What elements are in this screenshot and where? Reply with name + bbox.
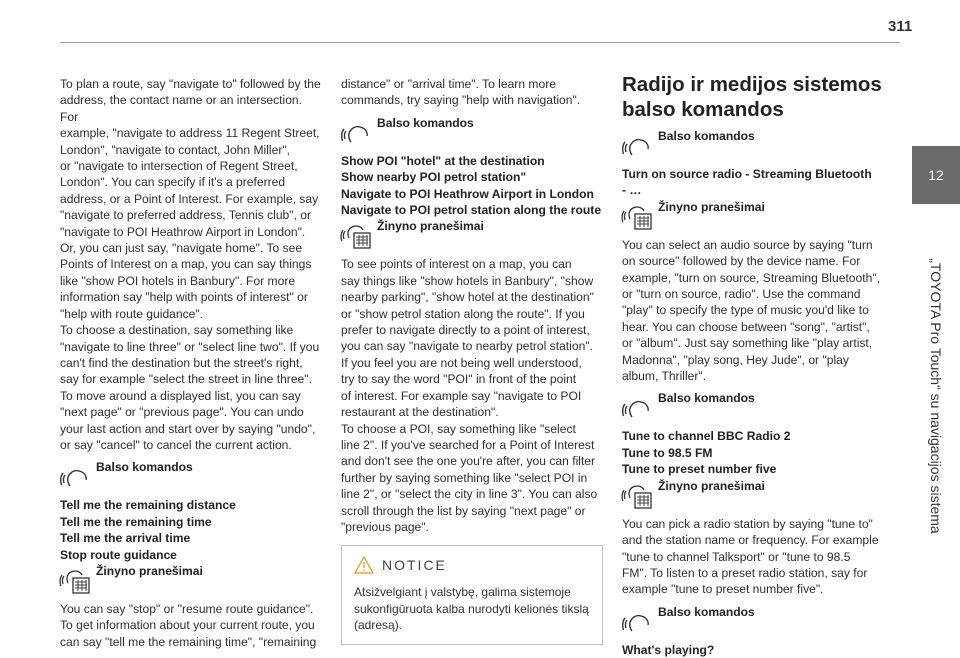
text-line: address, or a Point of Interest. For example, say [60, 191, 319, 206]
voice-commands-label-row [60, 459, 322, 491]
text-line: To get information about your current route, you [60, 618, 315, 633]
text-line: sukonfigūruota kalba nurodyti kelionės tikslą [354, 601, 589, 616]
text-line: or "turn on source, radio". Use the command [622, 287, 861, 302]
text-line: To move around a displayed list, you can say [60, 388, 301, 403]
help-messages-label-row [341, 218, 603, 250]
text-line: Points of Interest on a map, you can say things [60, 257, 312, 272]
text-line: Or, you can just say, "navigate home". To see [60, 241, 303, 256]
text-line: You can say "stop" or "resume route guidance". [60, 601, 314, 616]
command-item: Navigate to POI petrol station along the route [341, 203, 602, 218]
text-line: like "show POI hotels in Banbury". For more [60, 273, 296, 288]
notice-text [354, 584, 590, 633]
help-messages-icon [341, 218, 373, 250]
text-line: restaurant at the destination". [341, 405, 499, 420]
text-line: your last action and start over by saying "undo", [60, 421, 316, 436]
command-item: - … [622, 183, 642, 198]
text-line: You can pick a radio station by saying "tune to" [622, 516, 873, 531]
text-line: You can select an audio source by saying "turn [622, 237, 873, 252]
command-item: Navigate to POI Heathrow Airport in London [341, 186, 594, 201]
command-item: Tell me the arrival time [60, 531, 191, 546]
text-line: information say "help with points of interest" or [60, 290, 308, 305]
help-messages-label-row [60, 563, 322, 595]
text-line: nearby parking", "show hotel at the destination" [341, 290, 594, 305]
text-line: example, "turn on source, Streaming Bluetooth", [622, 270, 880, 285]
text-line: "play" to specify the type of music you'd like to [622, 303, 869, 318]
heading-line: Radijo ir medijos sistemos [622, 73, 882, 96]
heading-line: balso komandos [622, 98, 784, 121]
command-item: Show nearby POI petrol station" [341, 170, 527, 185]
voice-commands-label: Balso komandos [377, 115, 474, 130]
text-line: If you feel you are not being well understood, [341, 355, 582, 370]
command-item: Tell me the remaining distance [60, 498, 236, 513]
text-line: try to say the word "POI" in front of the point [341, 372, 577, 387]
text-line: "navigate to preferred address, Tennis club", or [60, 208, 312, 223]
voice-command-icon [341, 115, 373, 147]
text-line: further by saying something like "select POI in [341, 470, 588, 485]
text-line: and the station name or frequency. For example [622, 533, 879, 548]
voice-commands-label: Balso komandos [658, 129, 755, 143]
text-line: To plan a route, say "navigate to" followed by the [60, 77, 321, 91]
text-line: line 2". If you've searched for a Point of Interest [341, 437, 595, 452]
notice-header [354, 556, 590, 574]
text-line: scroll through the list by saying "next page" or [341, 503, 586, 518]
text-line: "previous page". [341, 519, 429, 534]
text-line: "navigate to POI Heathrow Airport in London". [60, 224, 306, 239]
text-line: Atsižvelgiant į valstybę, galima sistemoje [354, 585, 571, 600]
text-line: London", "navigate to contact, John Miller", [60, 142, 291, 157]
col3-command-source [622, 166, 884, 199]
command-item: Stop route guidance [60, 547, 177, 562]
command-item: Show POI "hotel" at the destination [341, 153, 545, 168]
voice-commands-label: Balso komandos [658, 604, 755, 619]
col2-command-list [341, 153, 603, 219]
help-messages-icon [622, 199, 654, 231]
text-line: "help with route guidance". [60, 306, 204, 321]
text-line: hear. You can choose between "song", "artist", [622, 319, 870, 334]
col2-help-text [341, 256, 603, 535]
text-line: address, the contact name or an intersection. For [60, 93, 303, 124]
text-line: Madonna", "play song, Hey Jude", or "play [622, 352, 849, 367]
text-line: commands, try saying "help with navigation". [341, 93, 581, 108]
text-line: distance" or "arrival time". To learn more [341, 77, 556, 91]
voice-commands-label-row [341, 115, 603, 147]
text-line: line 2", or "select the city in line 3". You can also [341, 487, 598, 502]
text-line: can say "tell me the remaining time", "remaining [60, 634, 317, 649]
notice-title: NOTICE [382, 557, 447, 574]
col2-intro-text [341, 76, 603, 109]
text-line: FM". To listen to a preset radio station, say for [622, 565, 868, 580]
text-line: or "navigate to intersection of Regent Street, [60, 159, 298, 174]
notice-box [341, 545, 603, 644]
voice-commands-label-row [622, 390, 884, 422]
text-line: To see points of interest on a map, you can [341, 257, 572, 272]
header-divider [60, 42, 900, 43]
command-item: Tell me the remaining time [60, 514, 212, 529]
text-line: example, "navigate to address 11 Regent Street, [60, 126, 320, 141]
col1-intro-text [60, 76, 322, 453]
help-messages-label: Žinyno pranešimai [377, 219, 484, 234]
text-line: London". You can specify if it's a preferred [60, 175, 286, 190]
text-line: "navigate to line three" or "select line two". If you [60, 339, 320, 354]
text-line: say things like "show hotels in Banbury", "show [341, 273, 594, 288]
voice-command-icon [622, 128, 654, 160]
command-item: Tune to channel BBC Radio 2 [622, 429, 791, 444]
section-heading [622, 72, 884, 122]
side-chapter-title: „TOYOTA Pro Touch“ su navigacijos sistema [928, 258, 944, 534]
command-item: Tune to preset number five [622, 462, 777, 477]
col3-tune-command-list [622, 428, 884, 477]
column-3 [622, 72, 884, 658]
text-line: or say "cancel" to cancel the current action. [60, 437, 292, 452]
voice-command-icon [60, 459, 92, 491]
help-messages-label: Žinyno pranešimai [96, 563, 203, 578]
text-line: album, Thriller". [622, 369, 707, 384]
column-2 [341, 76, 603, 645]
warning-triangle-icon [354, 556, 374, 574]
col1-command-list [60, 497, 322, 563]
text-line: or "show petrol station along the route". If you [341, 306, 585, 321]
text-line: example "tune to preset number five". [622, 582, 824, 597]
voice-command-icon [622, 604, 654, 636]
help-messages-label-row [622, 478, 884, 510]
help-messages-label-row [622, 199, 884, 231]
page-number: 311 [888, 18, 913, 35]
text-line: of interest. For example say "navigate to POI [341, 388, 582, 403]
col3-tune-help-text [622, 516, 884, 598]
voice-commands-label-row [622, 604, 884, 636]
command-item: Tune to 98.5 FM [622, 445, 713, 460]
col3-source-help-text [622, 237, 884, 385]
column-1 [60, 76, 322, 650]
text-line: "tune to channel Talksport" or "tune to 98.5 [622, 549, 851, 564]
chapter-number: 12 [928, 167, 944, 183]
voice-commands-label: Balso komandos [96, 460, 193, 475]
help-messages-label: Žinyno pranešimai [658, 478, 765, 493]
text-line: and don't see the one you're after, you can filter [341, 454, 596, 469]
help-messages-label: Žinyno pranešimai [658, 199, 765, 214]
text-line: (adresą). [354, 618, 403, 633]
text-line: prefer to navigate directly to a point of interest, [341, 323, 590, 338]
text-line: To choose a destination, say something like [60, 323, 294, 338]
text-line: on source" followed by the device name. For [622, 254, 861, 269]
voice-commands-label-row [622, 128, 884, 160]
help-messages-icon [60, 563, 92, 595]
text-line: or "album". Just say something like "play artist, [622, 336, 873, 351]
col1-help-text [60, 601, 322, 650]
voice-commands-label: Balso komandos [658, 391, 755, 406]
text-line: you can say "navigate to nearby petrol station". [341, 339, 593, 354]
command-item: What's playing? [622, 642, 715, 657]
text-line: "next page" or "previous page". You can undo [60, 405, 304, 420]
text-line: can't find the destination but the street's right, [60, 355, 303, 370]
help-messages-icon [622, 478, 654, 510]
text-line: To choose a POI, say something like "select [341, 421, 576, 436]
text-line: say for example "select the street in line three". [60, 372, 312, 387]
voice-command-icon [622, 390, 654, 422]
command-item: Turn on source radio - Streaming Bluetooth [622, 167, 872, 181]
